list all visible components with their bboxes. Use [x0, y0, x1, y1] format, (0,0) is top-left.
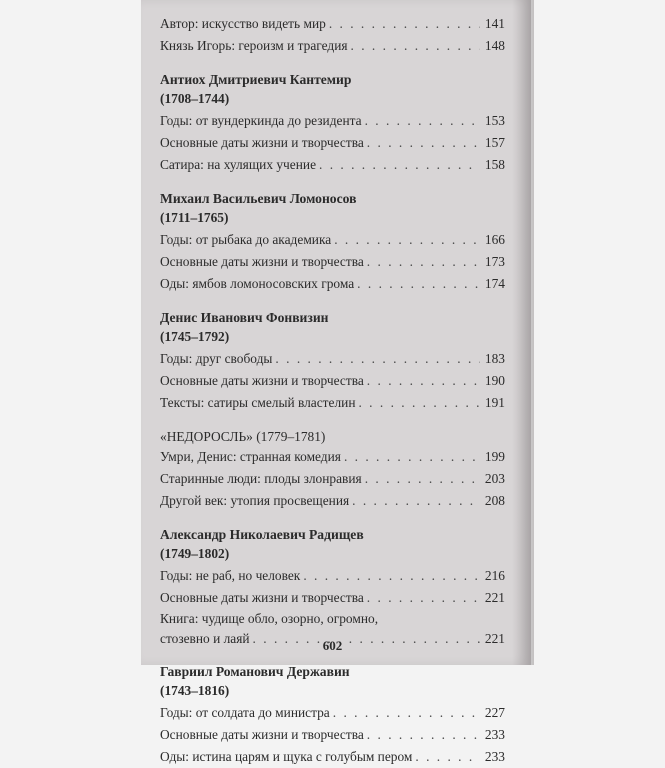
section-author: Александр Николаевич Радищев	[160, 527, 364, 542]
toc-entry-page: 199	[484, 449, 505, 464]
toc-entry-title: Основные даты жизни и творчества	[160, 727, 364, 742]
toc-entry-page: 227	[484, 705, 505, 720]
toc-entry-title: Годы: от вундеркинда до резидента	[160, 113, 362, 128]
toc-entry	[160, 446, 505, 468]
toc-entry-title: Автор: искусство видеть мир	[160, 16, 326, 31]
toc-entry-title: Основные даты жизни и творчества	[160, 373, 364, 388]
toc-leader-dots	[358, 392, 480, 414]
toc-entry-title: Старинные люди: плоды злонравия	[160, 471, 362, 486]
toc-entry-page: 203	[484, 471, 505, 486]
toc-leader-dots	[351, 35, 480, 57]
toc-entry-page: 157	[484, 135, 505, 150]
toc-leader-dots	[365, 110, 480, 132]
toc-entry-page: 158	[484, 157, 505, 172]
toc-entry-page: 173	[484, 254, 505, 269]
toc-entry-title: Годы: друг свободы	[160, 351, 273, 366]
toc-entry-title: Сатира: на хулящих учение	[160, 157, 317, 172]
toc-entry	[160, 565, 505, 587]
toc-leader-dots	[415, 746, 480, 768]
section-author: Денис Иванович Фонвизин	[160, 310, 329, 325]
section-author: Михаил Васильевич Ломоносов	[160, 191, 357, 206]
toc-section-fonvizin	[160, 308, 505, 414]
toc-entry-page: 141	[484, 16, 505, 31]
toc-leader-dots	[275, 348, 480, 370]
toc-leader-dots	[329, 13, 480, 35]
page-number-text: 602	[322, 638, 343, 653]
toc-section-nedorosl	[160, 427, 505, 512]
toc-entry-page: 216	[484, 568, 505, 583]
toc-entry-page: 174	[484, 276, 505, 291]
toc-leader-dots	[365, 468, 480, 490]
toc-leader-dots	[352, 490, 480, 512]
book-gutter-shadow	[512, 0, 534, 665]
toc-entry	[160, 587, 505, 609]
toc-entry	[160, 490, 505, 512]
toc-entry-title: Князь Игорь: героизм и трагедия	[160, 38, 348, 53]
toc-leader-dots	[303, 565, 480, 587]
toc-entry	[160, 229, 505, 251]
toc-entry-title: Оды: ямбов ломоносовских грома	[160, 276, 355, 291]
table-of-contents	[160, 13, 505, 768]
toc-entry-title: Годы: от солдата до министра	[160, 705, 330, 720]
toc-entry-page: 183	[484, 351, 505, 366]
toc-section-radishchev	[160, 525, 505, 649]
toc-leader-dots	[367, 251, 480, 273]
section-play-title: «НЕДОРОСЛЬ» (1779–1781)	[160, 429, 326, 444]
toc-entry-title: Другой век: утопия просвещения	[160, 493, 350, 508]
toc-entry	[160, 392, 505, 414]
toc-section-kantemir	[160, 70, 505, 176]
toc-entry-title: Умри, Денис: странная комедия	[160, 449, 341, 464]
toc-leader-dots	[319, 154, 480, 176]
toc-entry	[160, 35, 505, 57]
toc-entry-page: 221	[484, 631, 505, 646]
toc-leader-dots	[333, 702, 480, 724]
toc-entry-page: 221	[484, 590, 505, 605]
toc-entry	[160, 13, 505, 35]
section-dates: (1745–1792)	[160, 329, 230, 344]
toc-entry-title: Годы: не раб, но человек	[160, 568, 301, 583]
page-number	[0, 638, 665, 654]
toc-entry-page: 233	[484, 727, 505, 742]
toc-entry-title: Тексты: сатиры смелый властелин	[160, 395, 356, 410]
toc-leader-dots	[367, 587, 480, 609]
section-dates: (1743–1816)	[160, 683, 230, 698]
toc-entry-page: 166	[484, 232, 505, 247]
toc-entry	[160, 110, 505, 132]
section-dates: (1749–1802)	[160, 546, 230, 561]
toc-section-derzhavin	[160, 662, 505, 768]
toc-entry-page: 190	[484, 373, 505, 388]
toc-entry	[160, 273, 505, 295]
toc-entry	[160, 702, 505, 724]
toc-entry-title: Основные даты жизни и творчества	[160, 254, 364, 269]
toc-entry	[160, 468, 505, 490]
toc-entry-title-line1: Книга: чудище обло, озорно, огромно,	[160, 611, 379, 626]
toc-entry-title: Основные даты жизни и творчества	[160, 135, 364, 150]
toc-leader-dots	[357, 273, 480, 295]
section-dates: (1708–1744)	[160, 91, 230, 106]
section-author: Антиох Дмитриевич Кантемир	[160, 72, 352, 87]
toc-leader-dots	[344, 446, 480, 468]
toc-leader-dots	[367, 370, 480, 392]
toc-entry-page: 208	[484, 493, 505, 508]
toc-entry	[160, 370, 505, 392]
toc-entry-page: 148	[484, 38, 505, 53]
toc-leader-dots	[367, 132, 480, 154]
toc-entry	[160, 251, 505, 273]
toc-entry	[160, 724, 505, 746]
toc-entry-page: 233	[484, 749, 505, 764]
toc-entry	[160, 746, 505, 768]
toc-section-lomonosov	[160, 189, 505, 295]
toc-entry	[160, 132, 505, 154]
toc-leader-dots	[367, 724, 480, 746]
toc-entry-title: Годы: от рыбака до академика	[160, 232, 332, 247]
section-dates: (1711–1765)	[160, 210, 229, 225]
toc-entry-title: Основные даты жизни и творчества	[160, 590, 364, 605]
toc-entry-title-line2: стозевно и лаяй	[160, 631, 250, 646]
section-author: Гавриил Романович Державин	[160, 664, 350, 679]
toc-entry-page: 153	[484, 113, 505, 128]
toc-entry-page: 191	[484, 395, 505, 410]
toc-leader-dots	[334, 229, 480, 251]
toc-entry-title: Оды: истина царям и щука с голубым пером	[160, 749, 413, 764]
toc-entry	[160, 154, 505, 176]
toc-entry	[160, 348, 505, 370]
